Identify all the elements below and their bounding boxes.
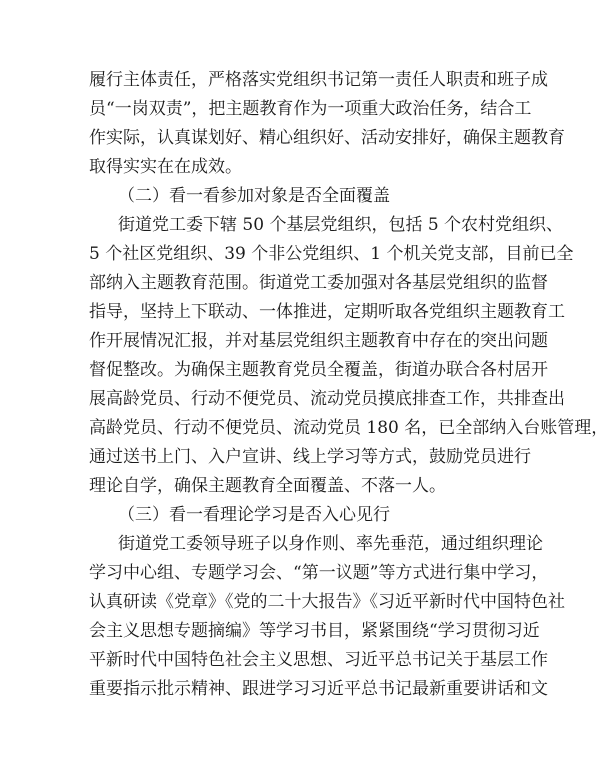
section-heading: （二）看一看参加对象是否全面覆盖 <box>118 186 390 206</box>
paragraph-line: 作开展情况汇报，并对基层党组织主题教育中存在的突出问题 <box>89 331 548 351</box>
paragraph-line: 通过送书上门、入户宣讲、线上学习等方式，鼓励党员进行 <box>89 447 531 467</box>
paragraph-line: 员“一岗双责”，把主题教育作为一项重大政治任务，结合工 <box>89 99 532 119</box>
paragraph-line: 5 个社区党组织、39 个非公党组织、1 个机关党支部，目前已全 <box>89 244 574 264</box>
paragraph-line: 理论自学，确保主题教育全面覆盖、不落一人。 <box>89 476 446 496</box>
paragraph-line: 学习中心组、专题学习会、“第一议题”等方式进行集中学习， <box>89 563 549 583</box>
paragraph-line: 作实际，认真谋划好、精心组织好、活动安排好，确保主题教育 <box>89 128 565 148</box>
paragraph-line: 取得实实在在成效。 <box>89 157 242 177</box>
paragraph-line: 部纳入主题教育范围。街道党工委加强对各基层党组织的监督 <box>89 273 548 293</box>
paragraph-line: 督促整改。为确保主题教育党员全覆盖，街道办联合各村居开 <box>89 360 548 380</box>
paragraph-line: 展高龄党员、行动不便党员、流动党员摸底排查工作，共排查出 <box>89 389 565 409</box>
paragraph-line: 重要指示批示精神、跟进学习习近平总书记最新重要讲话和文 <box>89 679 548 699</box>
paragraph-line: 指导，坚持上下联动、一体推进，定期听取各党组织主题教育工 <box>89 302 565 322</box>
paragraph-line: 平新时代中国特色社会主义思想、习近平总书记关于基层工作 <box>89 650 548 670</box>
paragraph-line: 认真研读《党章》《党的二十大报告》《习近平新时代中国特色社 <box>89 592 565 612</box>
paragraph-line: 会主义思想专题摘编》等学习书目，紧紧围绕“学习贯彻习近 <box>89 621 540 641</box>
paragraph-line: 履行主体责任，严格落实党组织书记第一责任人职责和班子成 <box>89 70 548 90</box>
paragraph-line: 街道党工委下辖 50 个基层党组织，包括 5 个农村党组织、 <box>118 215 564 235</box>
paragraph-line: 街道党工委领导班子以身作则、率先垂范，通过组织理论 <box>118 534 543 554</box>
paragraph-line: 高龄党员、行动不便党员、流动党员 180 名，已全部纳入台账管理， <box>89 418 608 438</box>
section-heading: （三）看一看理论学习是否入心见行 <box>118 505 390 525</box>
